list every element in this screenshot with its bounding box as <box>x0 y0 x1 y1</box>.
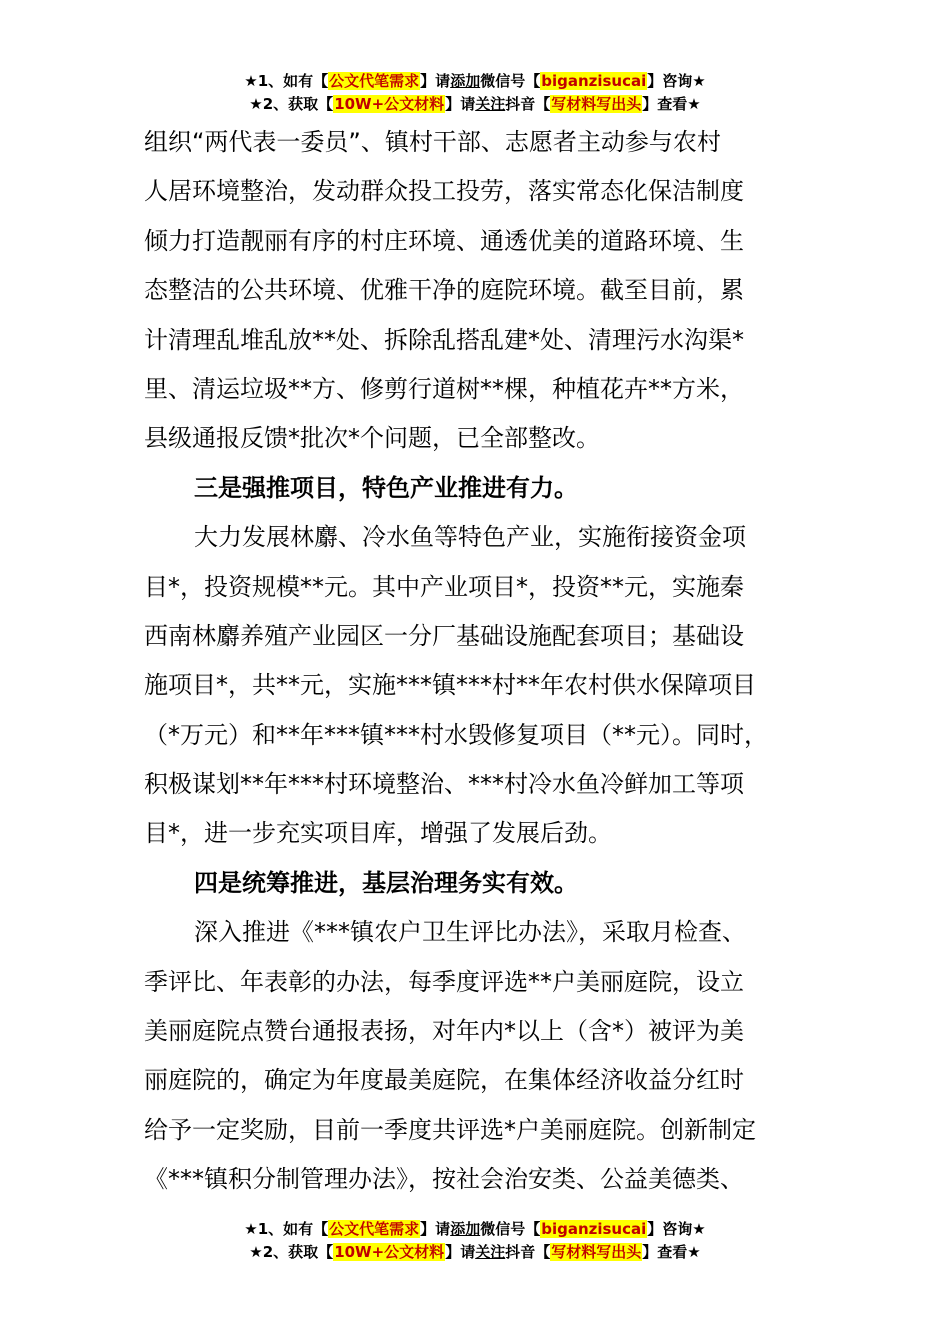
body-line: 计清理乱堆乱放**处、拆除乱搭乱建*处、清理污水沟渠* <box>144 325 744 354</box>
promo-banner-bottom <box>0 1218 950 1264</box>
body-line: 积极谋划**年***村环境整治、***村冷水鱼冷鲜加工等项 <box>144 770 744 799</box>
body-line: 深入推进《***镇农户卫生评比办法》，采取月检查、 <box>194 918 746 947</box>
section-heading: 四是统筹推进，基层治理务实有效。 <box>194 868 578 897</box>
body-line: 目*，进一步充实项目库，增强了发展后劲。 <box>144 819 612 848</box>
body-line: 丽庭院的，确定为年度最美庭院，在集体经济收益分红时 <box>144 1066 744 1095</box>
wechat-id: biganzisucai <box>541 1220 647 1238</box>
body-line: 美丽庭院点赞台通报表扬，对年内*以上（含*）被评为美 <box>144 1017 744 1046</box>
body-line: 《***镇积分制管理办法》，按社会治安类、公益美德类、 <box>144 1165 744 1194</box>
douyin-account: 写材料写出头 <box>551 95 642 113</box>
body-line: 组织“两代表一委员”、镇村干部、志愿者主动参与农村 <box>144 128 721 156</box>
body-line: 西南林麝养殖产业园区一分厂基础设施配套项目；基础设 <box>144 621 744 650</box>
wechat-id: biganzisucai <box>541 72 647 90</box>
body-line: 季评比、年表彰的办法，每季度评选**户美丽庭院，设立 <box>144 967 744 996</box>
body-line: （*万元）和**年***镇***村水毁修复项目（**元）。同时， <box>144 720 768 749</box>
body-line: 施项目*，共**元，实施***镇***村**年农村供水保障项目 <box>144 671 756 700</box>
body-line: 给予一定奖励，目前一季度共评选*户美丽庭院。创新制定 <box>144 1115 756 1144</box>
highlight-text: 公文代笔需求 <box>329 72 420 90</box>
body-line: 县级通报反馈*批次*个问题，已全部整改。 <box>144 424 600 453</box>
body-line: 里、清运垃圾**方、修剪行道树**棵，种植花卉**方米， <box>144 374 744 403</box>
highlight-text: 公文代笔需求 <box>329 1220 420 1238</box>
promo-line-1: ★1、如有【公文代笔需求】请添加微信号【biganzisucai】咨询★ <box>244 1220 706 1238</box>
douyin-account: 写材料写出头 <box>551 1243 642 1261</box>
body-line: 人居环境整治，发动群众投工投劳，落实常态化保洁制度 <box>144 177 744 206</box>
promo-line-2: ★2、获取【10W+公文材料】请关注抖音【写材料写出头】查看★ <box>249 95 701 113</box>
body-line: 态整洁的公共环境、优雅干净的庭院环境。截至目前，累 <box>144 276 744 305</box>
body-line: 倾力打造靓丽有序的村庄环境、通透优美的道路环境、生 <box>144 226 744 255</box>
highlight-text: 10W+公文材料 <box>334 95 445 113</box>
body-line: 大力发展林麝、冷水鱼等特色产业，实施衔接资金项 <box>194 523 746 552</box>
body-line: 目*，投资规模**元。其中产业项目*，投资**元，实施秦 <box>144 572 744 601</box>
highlight-text: 10W+公文材料 <box>334 1243 445 1261</box>
promo-line-2: ★2、获取【10W+公文材料】请关注抖音【写材料写出头】查看★ <box>249 1243 701 1261</box>
promo-banner-top <box>0 70 950 116</box>
promo-line-1: ★1、如有【公文代笔需求】请添加微信号【biganzisucai】咨询★ <box>244 72 706 90</box>
section-heading: 三是强推项目，特色产业推进有力。 <box>194 473 578 502</box>
document-body <box>144 118 834 1205</box>
